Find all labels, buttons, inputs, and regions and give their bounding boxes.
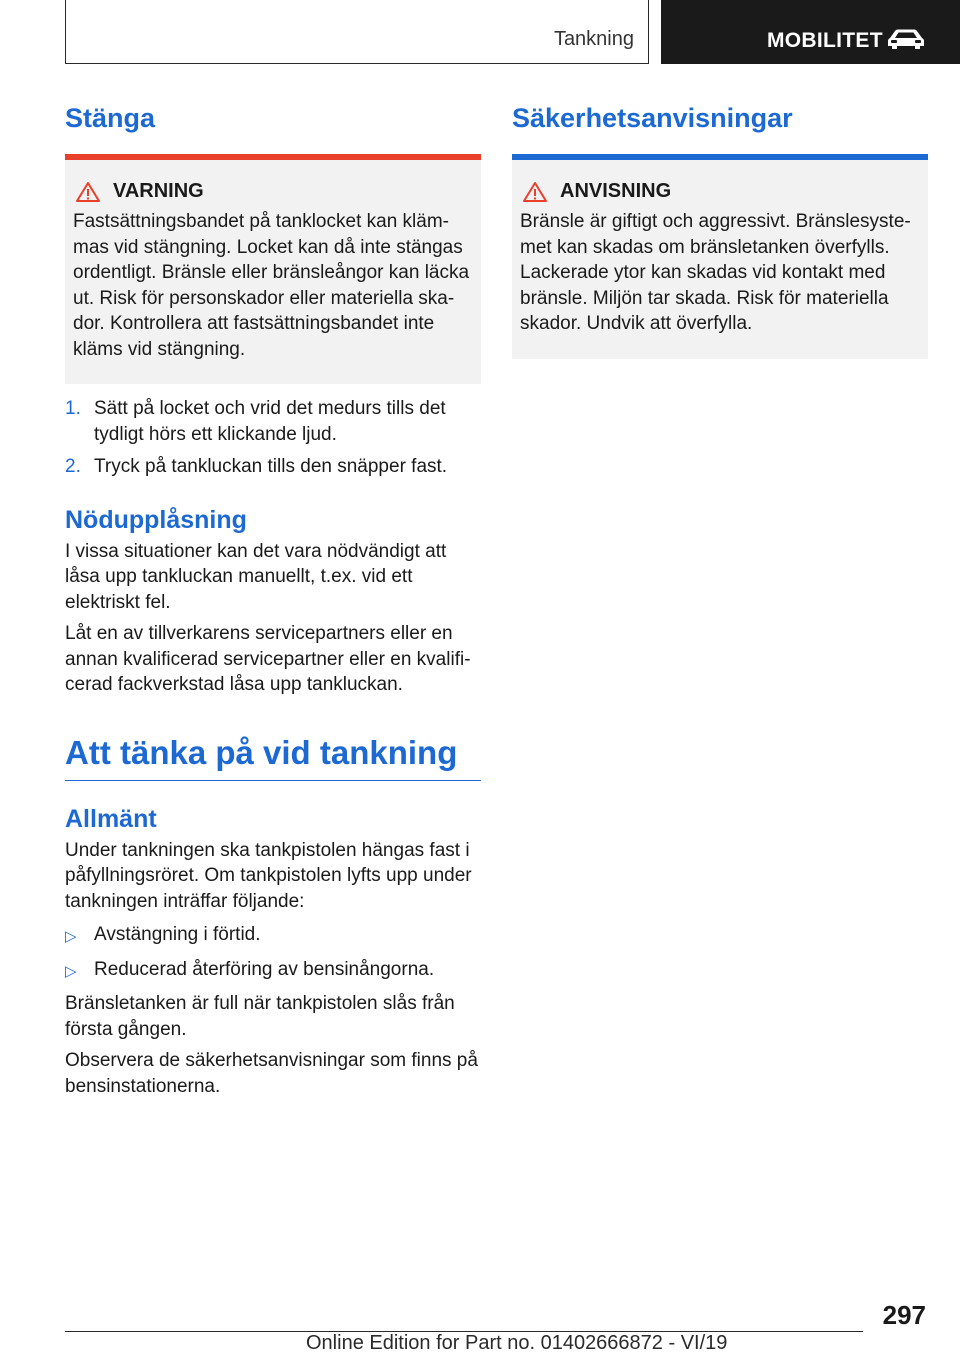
step-number: 1.	[65, 398, 81, 419]
att-tanka-heading: Att tänka på vid tankning	[65, 734, 481, 781]
allmant-heading: Allmänt	[65, 804, 157, 833]
closing-steps	[65, 396, 481, 480]
allmant-bullets	[65, 922, 481, 984]
left-column	[65, 103, 481, 1099]
section-tab	[661, 0, 960, 64]
nodupplasning-heading: Nödupplåsning	[65, 505, 247, 534]
notice-box	[512, 154, 928, 359]
warning-label: VARNING	[113, 180, 204, 202]
notice-text: Bränsle är giftigt och aggressivt. Bränslesystemet kan skadas om bränsletanken överfylls. Lackerade ytor kan skadas vid kontakt med bränsle. Miljön tar skada. Risk för materiella skador. Undvik att överfylla.	[520, 211, 911, 334]
nodupplasning-p1: I vissa situationer kan det vara nödvändigt att låsa upp tankluckan manuellt, t.ex. vid ett elektriskt fel.	[65, 540, 447, 613]
bullet-text: Reducerad återföring av bensinångorna.	[94, 958, 435, 980]
allmant-p3: Observera de säkerhetsanvisningar som finns på bensinstationerna.	[65, 1050, 478, 1097]
bullet-triangle-icon: ▷	[65, 962, 77, 980]
warning-text: Fastsättningsbandet på tanklocket kan klämmas vid stängning. Locket kan då inte stängas ordentligt. Bränsle eller bränsleångor kan läcka ut. Risk för personskador eller materiella skador. Kontrollera att fastsättningsbandet inte kläms vid stängning.	[73, 211, 470, 360]
car-icon	[886, 28, 926, 50]
nodupplasning-p2: Låt en av tillverkarens servicepartners eller en annan kvalificerad servicepartner eller en kvalificerad fackverkstad låsa upp tankluckan.	[65, 623, 471, 695]
bullet-text: Avstängning i förtid.	[94, 924, 261, 945]
list-item	[65, 957, 481, 985]
warning-triangle-icon	[522, 181, 548, 203]
step-text: Tryck på tankluckan tills den snäpper fast.	[94, 456, 448, 477]
page-number: 297	[882, 1300, 926, 1330]
stanga-heading: Stänga	[65, 103, 156, 133]
step-text: Sätt på locket och vrid det medurs tills det tydligt hörs ett klickande ljud.	[94, 398, 446, 445]
notice-label: ANVISNING	[560, 180, 672, 202]
list-item	[65, 454, 481, 480]
allmant-p2: Bränsletanken är full när tankpistolen slås från första gången.	[65, 993, 455, 1040]
sakerhet-heading: Säkerhetsanvisningar	[512, 103, 793, 133]
chapter-title: Tankning	[553, 28, 634, 50]
chapter-tab	[65, 0, 649, 64]
allmant-p1: Under tankningen ska tankpistolen hängas fast i påfyllningsröret. Om tankpistolen lyfts upp under tankningen inträffar följande:	[65, 839, 472, 912]
step-number: 2.	[65, 456, 81, 477]
list-item	[65, 922, 481, 950]
section-title: MOBILITET	[767, 29, 883, 52]
edition-text: Online Edition for Part no. 01402666872 - VI/19	[306, 1332, 728, 1354]
warning-box	[65, 154, 481, 384]
list-item	[65, 396, 481, 447]
right-column	[512, 103, 928, 359]
warning-triangle-icon	[75, 181, 101, 203]
bullet-triangle-icon: ▷	[65, 928, 77, 945]
